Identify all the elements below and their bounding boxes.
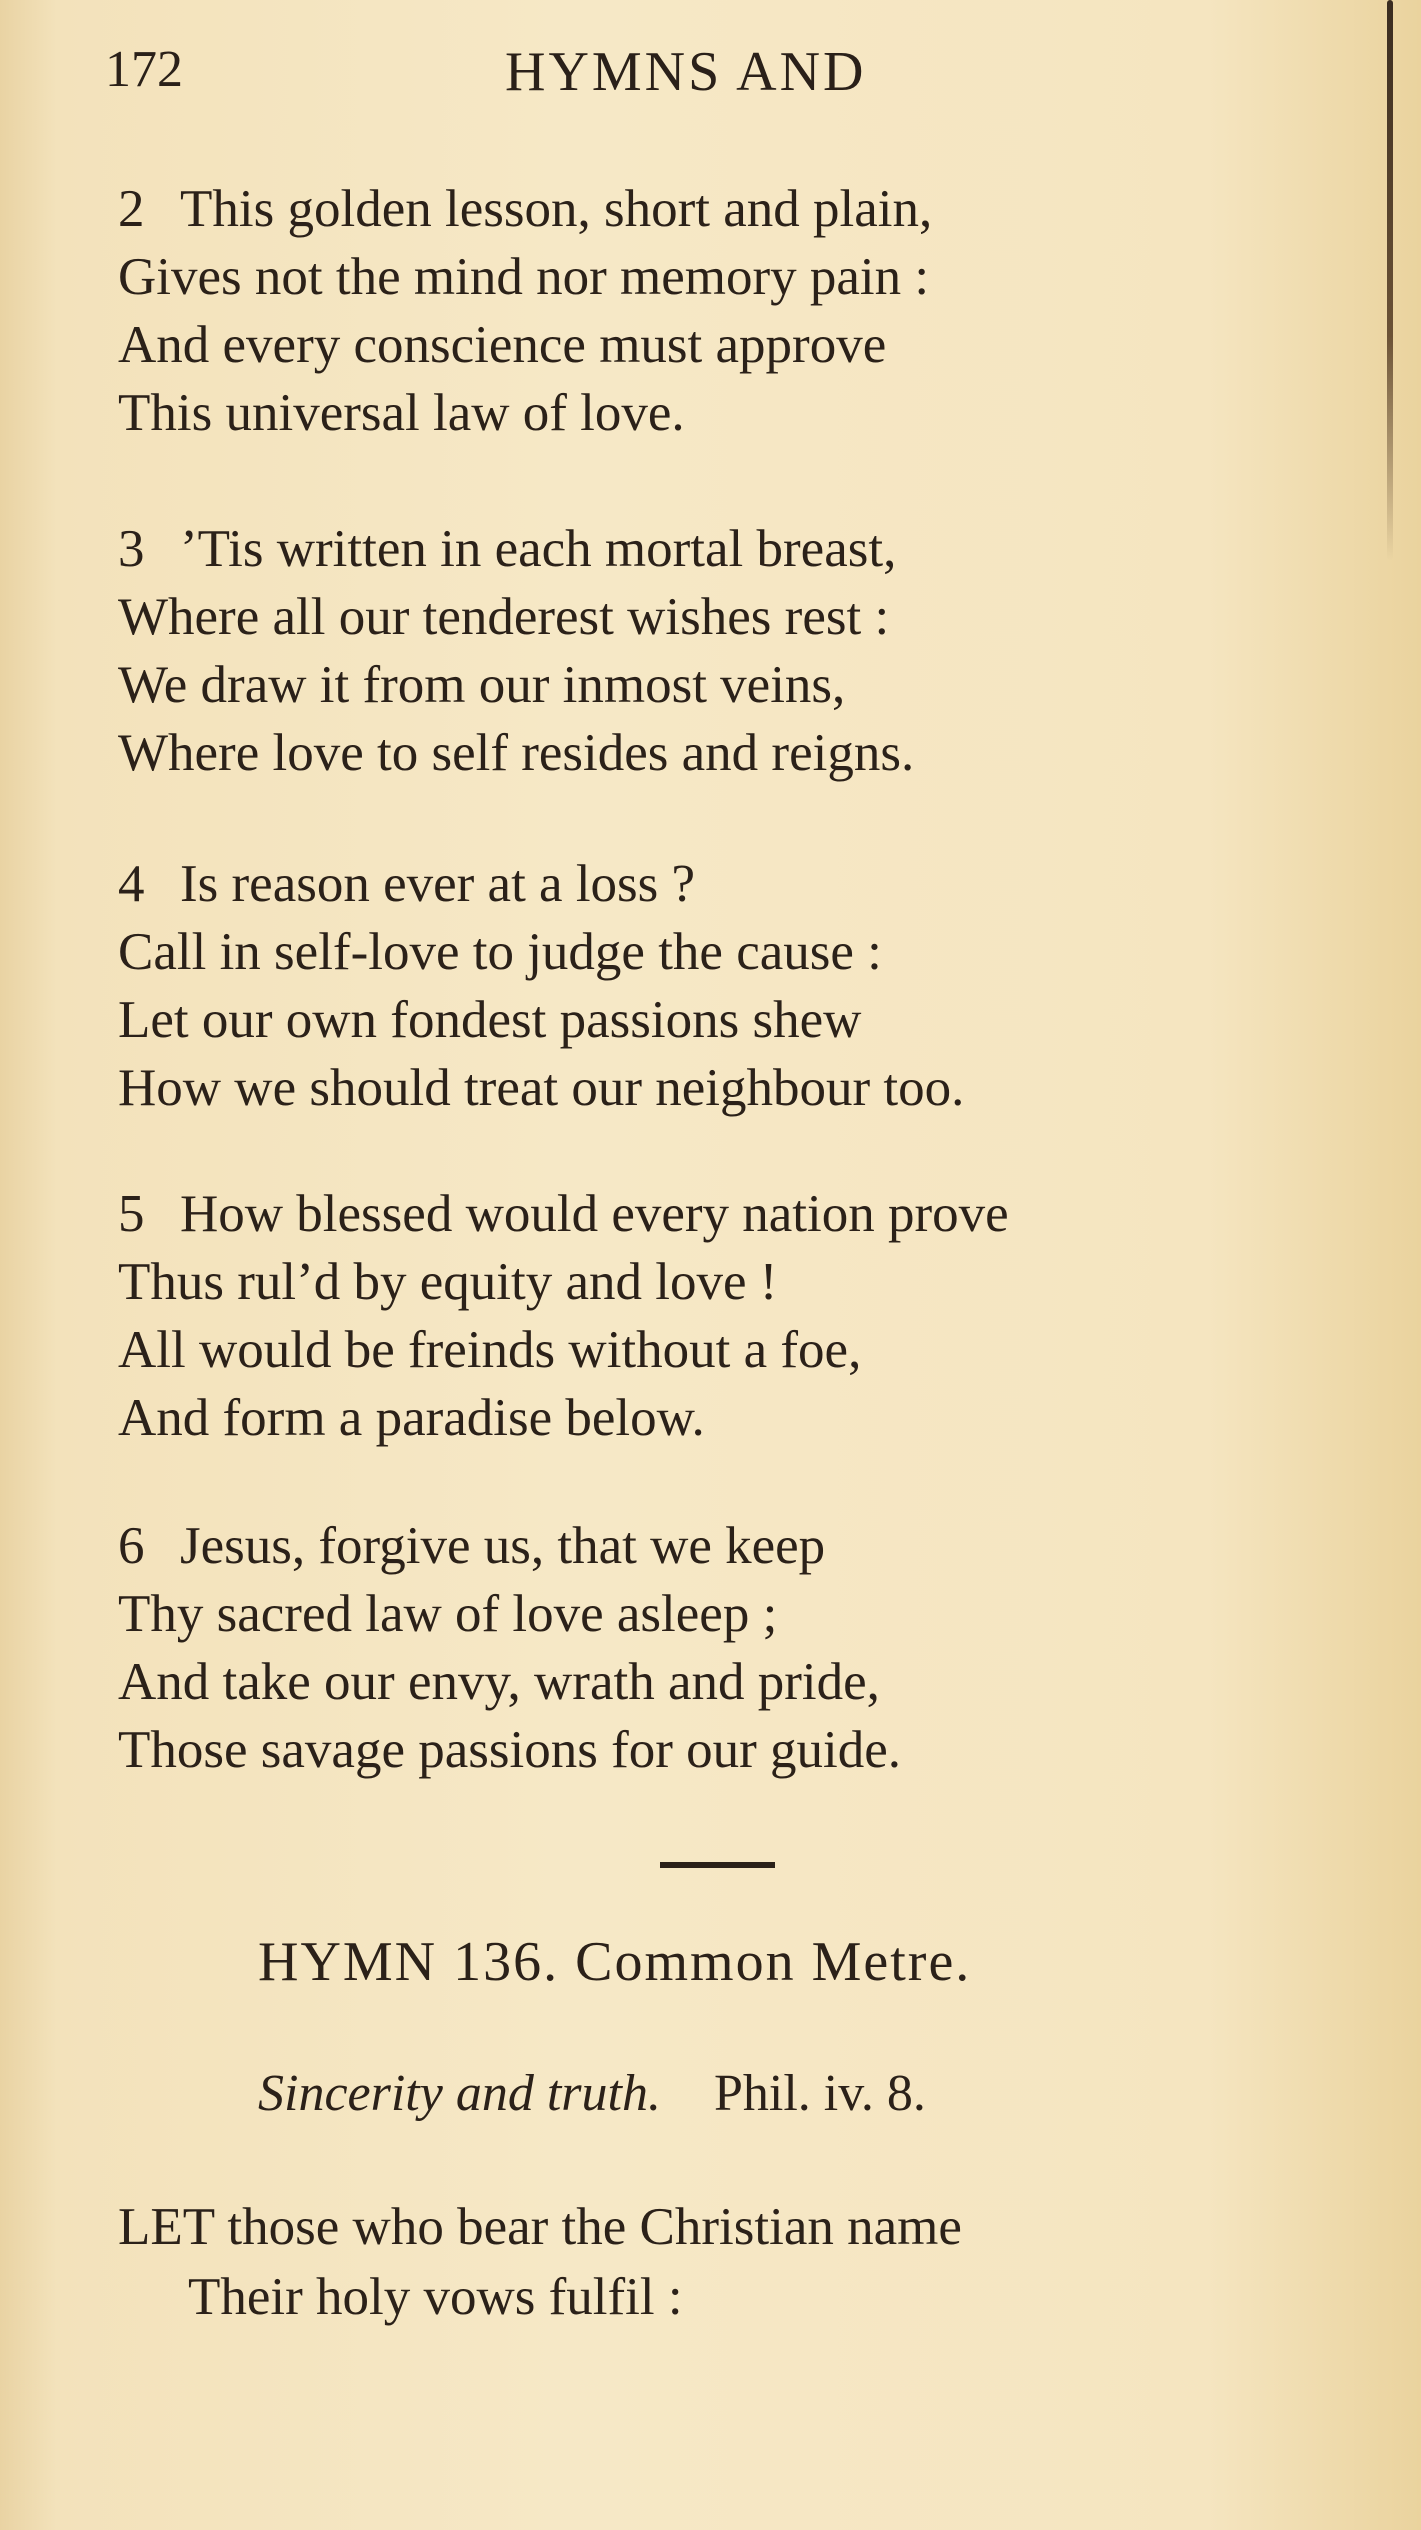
stanza-line: Let our own fondest passions shew bbox=[118, 991, 862, 1049]
stanza-line: Thus rul’d by equity and love ! bbox=[118, 1253, 778, 1311]
hymn-title: HYMN 136. Common Metre. bbox=[258, 1931, 972, 1993]
stanza-line: 2 This golden lesson, short and plain, bbox=[118, 175, 1298, 243]
page-header bbox=[105, 40, 1285, 120]
stanza-number: 2 bbox=[118, 180, 145, 238]
stanza-number: 3 bbox=[118, 520, 145, 578]
stanza-line: We draw it from our inmost veins, bbox=[118, 656, 846, 714]
stanza-line: 5 How blessed would every nation prove bbox=[118, 1180, 1298, 1248]
scripture-reference: Phil. iv. 8. bbox=[713, 2065, 926, 2122]
stanza-line: And take our envy, wrath and pride, bbox=[118, 1653, 880, 1711]
page-edge-shadow bbox=[1387, 0, 1393, 560]
stanza-line: 4 Is reason ever at a loss ? bbox=[118, 850, 1298, 918]
hymn-subject: Sincerity and truth. bbox=[258, 2065, 661, 2122]
stanza-line: How we should treat our neighbour too. bbox=[118, 1059, 965, 1117]
page-number: 172 bbox=[105, 41, 183, 98]
stanza-number: 5 bbox=[118, 1185, 145, 1243]
stanza-line: LET those who bear the Christian name bbox=[118, 2198, 962, 2256]
stanza-line: And every conscience must approve bbox=[118, 316, 887, 374]
stanza-3 bbox=[118, 515, 1298, 787]
stanza-2 bbox=[118, 175, 1298, 447]
stanza-line: Where all our tenderest wishes rest : bbox=[118, 588, 890, 646]
stanza-line: Those savage passions for our guide. bbox=[118, 1721, 902, 1779]
stanza-line: Their holy vows fulfil : bbox=[188, 2268, 683, 2326]
hymn-first-stanza bbox=[118, 2192, 962, 2332]
stanza-line: And form a paradise below. bbox=[118, 1389, 705, 1447]
hymn-subtitle bbox=[258, 2064, 926, 2123]
stanza-line: Gives not the mind nor memory pain : bbox=[118, 248, 930, 306]
stanza-4 bbox=[118, 850, 1298, 1122]
stanza-line: Where love to self resides and reigns. bbox=[118, 724, 915, 782]
stanza-number: 6 bbox=[118, 1517, 145, 1575]
stanza-line: 3 ’Tis written in each mortal breast, bbox=[118, 515, 1298, 583]
section-divider bbox=[660, 1862, 775, 1868]
stanza-line: This universal law of love. bbox=[118, 384, 685, 442]
stanza-line: All would be freinds without a foe, bbox=[118, 1321, 862, 1379]
stanza-line: 6 Jesus, forgive us, that we keep bbox=[118, 1512, 1298, 1580]
running-head: HYMNS AND bbox=[505, 41, 867, 103]
stanza-line: Thy sacred law of love asleep ; bbox=[118, 1585, 778, 1643]
stanza-6 bbox=[118, 1512, 1298, 1784]
stanza-line: Call in self-love to judge the cause : bbox=[118, 923, 882, 981]
stanza-number: 4 bbox=[118, 855, 145, 913]
stanza-5 bbox=[118, 1180, 1298, 1452]
